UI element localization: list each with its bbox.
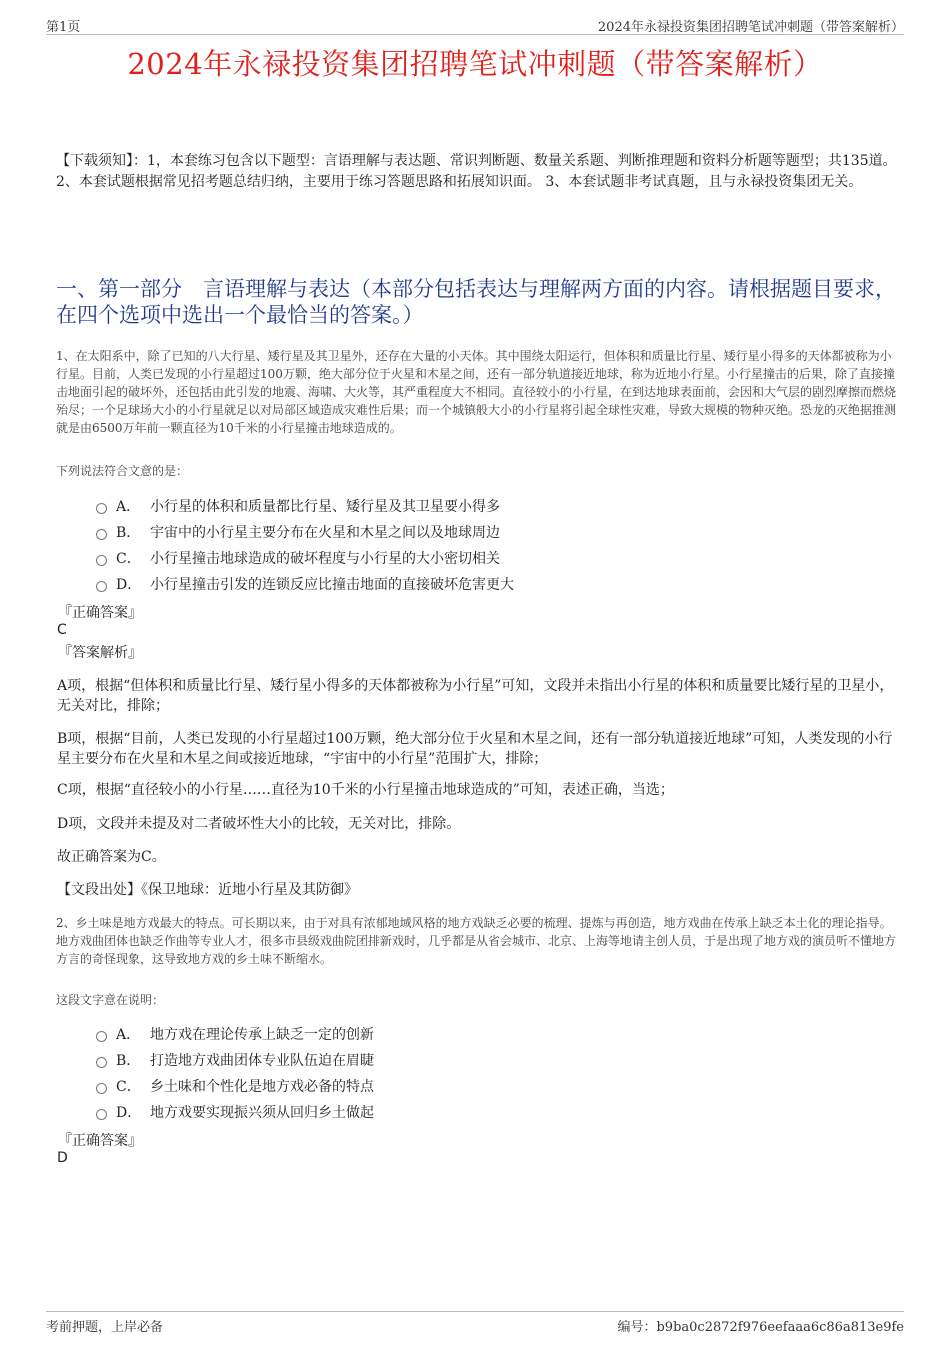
q1-passage: 1、在太阳系中，除了已知的八大行星、矮行星及其卫星外，还存在大量的小天体。其中围绕太阳运行，但体积和质量比行星、矮行星小得多的天体都被称为小行星。目前，人类已发现的小行星超过100万颗，绝大部分位于火星和木星之间，还有一部分轨道接近地球，称为近地小行星。小行星撞击的后果，除了直接撞击地面引起的破坏外，还包括由此引发的地震、海啸、大火等，其严重程度大不相同。直径较小的小行星，在到达地球表面前，会因和大气层的剧烈摩擦而燃烧殆尽；一个足球场大小的小行星就足以对局部区域造成灾难性后果；而一个城镇般大小的小行星将引起全球性灾难，导致大规模的物种灭绝。恐龙的灭绝据推测就是由6500万年前一颗直径为10千米的小行星撞击地球造成的。 — [56, 349, 897, 435]
option-text: 宇宙中的小行星主要分布在火星和木星之间以及地球周边 — [150, 525, 500, 541]
q1-option-d[interactable] — [96, 571, 796, 597]
q2-option-a[interactable] — [96, 1021, 796, 1047]
option-text: 小行星撞击地球造成的破坏程度与小行星的大小密切相关 — [150, 551, 500, 567]
option-text: 地方戏要实现振兴须从回归乡土做起 — [150, 1105, 374, 1121]
footer-slogan: 考前押题，上岸必备 — [46, 1320, 164, 1335]
radio-icon[interactable] — [96, 555, 107, 566]
radio-icon[interactable] — [96, 1083, 107, 1094]
q2-answer-label: 『正确答案』 — [58, 1133, 142, 1149]
radio-icon[interactable] — [96, 1031, 107, 1042]
q1-answer: C — [57, 622, 67, 638]
radio-icon[interactable] — [96, 529, 107, 540]
option-text: 打造地方戏曲团体专业队伍迫在眉睫 — [150, 1053, 374, 1069]
option-text: 乡土味和个性化是地方戏必备的特点 — [150, 1079, 374, 1095]
section-heading: 一、第一部分 言语理解与表达（本部分包括表达与理解两方面的内容。请根据题目要求，在四个选项中选出一个最恰当的答案。） — [56, 277, 896, 327]
page-number: 第1页 — [46, 20, 81, 35]
q1-options — [96, 493, 796, 597]
option-label: C． — [116, 1079, 141, 1095]
q1-option-c[interactable] — [96, 545, 796, 571]
q1-analysis-c: C项，根据“直径较小的小行星……直径为10千米的小行星撞击地球造成的”可知，表述正确，当选； — [57, 782, 674, 798]
q1-analysis-b: B项，根据“目前，人类已发现的小行星超过100万颗，绝大部分位于火星和木星之间，还有一部分轨道接近地球”可知，人类发现的小行星主要分布在火星和木星之间或接近地球，“宇宙中的小行星”范围扩大，排除； — [57, 731, 893, 767]
footer-doc-id: 编号：b9ba0c2872f976eefaaa6c86a813e9fe — [617, 1320, 904, 1335]
option-label: B． — [116, 525, 141, 541]
q1-option-a[interactable] — [96, 493, 796, 519]
q1-option-b[interactable] — [96, 519, 796, 545]
radio-icon[interactable] — [96, 581, 107, 592]
header-doc-title: 2024年永禄投资集团招聘笔试冲刺题（带答案解析） — [597, 20, 904, 35]
option-label: B． — [116, 1053, 141, 1069]
q1-analysis-a: A项，根据“但体积和质量比行星、矮行星小得多的天体都被称为小行星”可知，文段并未指出小行星的体积和质量要比矮行星的卫星小，无关对比，排除； — [57, 678, 894, 714]
option-text: 地方戏在理论传承上缺乏一定的创新 — [150, 1027, 374, 1043]
option-label: D． — [116, 577, 142, 593]
option-label: A． — [116, 1027, 141, 1043]
option-text: 小行星的体积和质量都比行星、矮行星及其卫星要小得多 — [150, 499, 500, 515]
q2-options — [96, 1021, 796, 1125]
q2-option-d[interactable] — [96, 1099, 796, 1125]
page-footer — [46, 1311, 904, 1336]
radio-icon[interactable] — [96, 503, 107, 514]
q1-stem: 下列说法符合文意的是： — [56, 464, 189, 478]
q2-option-b[interactable] — [96, 1047, 796, 1073]
option-label: C． — [116, 551, 141, 567]
page-header — [46, 14, 904, 35]
q1-analysis-label: 『答案解析』 — [58, 645, 142, 661]
q2-answer: D — [57, 1150, 68, 1166]
option-label: A． — [116, 499, 141, 515]
download-notice: 【下载须知】：1，本套练习包含以下题型：言语理解与表达题、常识判断题、数量关系题、判断推理题和资料分析题等题型；共135道。 2、本套试题根据常见招考题总结归纳，主要用于练习答题思路和拓展知识面。 3、本套试题非考试真题，且与永禄投资集团无关。 — [56, 153, 897, 190]
q2-stem: 这段文字意在说明： — [56, 993, 165, 1007]
radio-icon[interactable] — [96, 1109, 107, 1120]
q1-answer-label: 『正确答案』 — [58, 605, 142, 621]
q1-conclusion: 故正确答案为C。 — [57, 849, 166, 865]
q1-source: 【文段出处】《保卫地球：近地小行星及其防御》 — [57, 882, 358, 898]
radio-icon[interactable] — [96, 1057, 107, 1068]
q2-option-c[interactable] — [96, 1073, 796, 1099]
option-label: D． — [116, 1105, 142, 1121]
document-title: 2024年永禄投资集团招聘笔试冲刺题（带答案解析） — [127, 47, 823, 81]
q2-passage: 2、乡土味是地方戏最大的特点。可长期以来，由于对具有浓郁地域风格的地方戏缺乏必要的梳理、提炼与再创造，地方戏曲在传承上缺乏本土化的理论指导。地方戏曲团体也缺乏作曲等专业人才，很多市县级戏曲院团排新戏时，几乎都是从省会城市、北京、上海等地请主创人员，于是出现了地方戏的演员听不懂地方方言的奇怪现象，这导致地方戏的乡土味不断缩水。 — [56, 916, 897, 966]
q1-analysis-d: D项，文段并未提及对二者破坏性大小的比较，无关对比，排除。 — [57, 816, 461, 832]
option-text: 小行星撞击引发的连锁反应比撞击地面的直接破坏危害更大 — [150, 577, 514, 593]
